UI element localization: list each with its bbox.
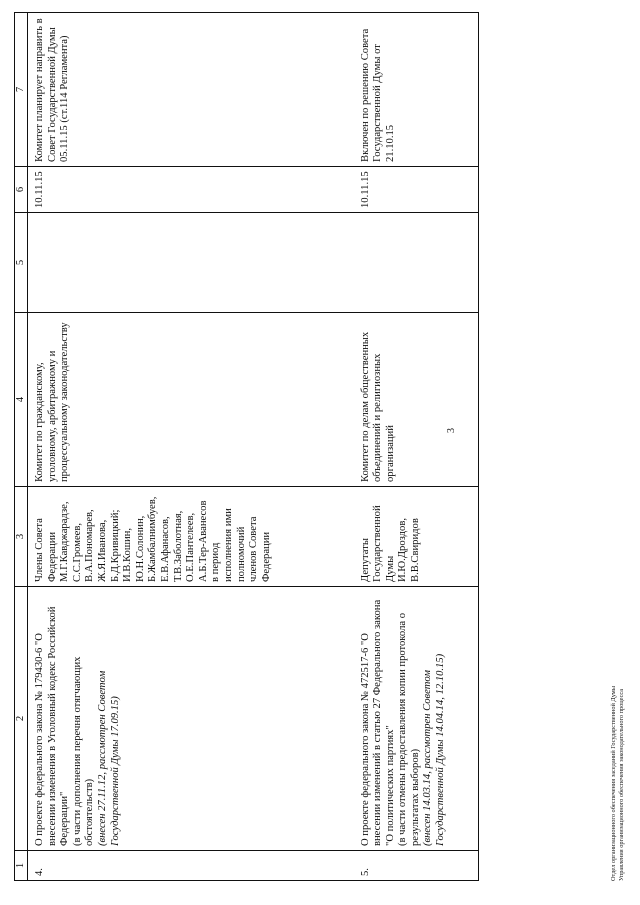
page-number: 3 (446, 428, 457, 433)
author-line: В.В.Свиридов (409, 518, 421, 582)
author-line: Думы (384, 555, 396, 582)
author-line: Члены Совета (34, 518, 45, 582)
author-line: Ж.Я.Иванова, (96, 519, 108, 582)
author-line: Б.Д.Кривицкий; (109, 509, 121, 582)
author-line: в период (210, 542, 222, 582)
author-line: Государственной (372, 505, 384, 582)
column-header: 5 (15, 213, 28, 313)
author-line: Федерации (46, 531, 58, 582)
author-line: А.Б.Тер-Аванесов (197, 500, 209, 582)
column-header: 4 (15, 313, 28, 487)
author-line: Е.В.Афанасов, (159, 516, 171, 582)
author-line: членов Совета (248, 516, 260, 582)
author-line: Т.В.Заболотная, (172, 510, 184, 582)
author-line: Б.Жамбалнимбуев, (147, 496, 159, 582)
author-line: О.Е.Пантелеев, (185, 512, 197, 582)
column-header: 2 (15, 587, 28, 851)
footer-line: Управления организационного обеспечения законодательного процесса (617, 688, 625, 881)
author-line: В.А.Пономарев, (84, 509, 96, 582)
footer (610, 686, 625, 881)
column-header: 6 (15, 167, 28, 213)
author-line: И.Ю.Дроздов, (397, 518, 409, 582)
author-line: Депутаты (359, 538, 371, 582)
author-line: полномочий (235, 526, 247, 582)
remark-cell: Комитет планирует направить в Совет Государственной Думы 05.11.15 (ст.114 Регламента) (28, 13, 354, 167)
bill-note: (внесен 14.03.14, рассмотрен Советом Государственной Думы 14.04.14, 12.10.15) (422, 653, 447, 846)
table-row (28, 13, 354, 881)
author-line: Ю.Н.Солонин, (134, 515, 146, 582)
row-number: 5. (354, 851, 479, 881)
column-5-cell (354, 213, 479, 313)
column-header: 1 (15, 851, 28, 881)
bill-authors (28, 487, 354, 587)
bill-scope: (в части отмены предоставления копии протокола о результатах выборов) (397, 612, 421, 846)
responsible-committee: Комитет по делам общественных объединений и религиозных организаций (354, 313, 479, 487)
date-cell: 10.11.15 (28, 167, 354, 213)
author-line: М.Г.Кавджарадзе, (59, 501, 71, 582)
date-cell: 10.11.15 (354, 167, 479, 213)
column-header: 3 (15, 487, 28, 587)
bill-scope: (в части дополнения перечня отягчающих обстоятельств) (71, 656, 96, 846)
row-number: 4. (28, 851, 354, 881)
bill-authors (354, 487, 479, 587)
header-row (15, 13, 28, 881)
bill-title: О проекте федерального закона № 472517-6 "О внесении изменений в статью 27 Федерального закона "О политических партиях" (359, 599, 396, 846)
bill-description (354, 587, 479, 851)
bill-description (28, 587, 354, 851)
responsible-committee: Комитет по гражданскому, уголовному, арбитражному и процессуальному законодательству (28, 313, 354, 487)
author-line: Федерации (260, 531, 272, 582)
column-5-cell (28, 213, 354, 313)
table-row (354, 13, 479, 881)
remark-cell: Включен по решению Совета Государственной Думы от 21.10.15 (354, 13, 479, 167)
author-line: И.В.Кошин, (122, 528, 134, 582)
bill-title: О проекте федерального закона № 179430-6 "О внесении изменения в Уголовный кодекс Российской Федерации" (34, 606, 71, 846)
column-header: 7 (15, 13, 28, 167)
agenda-table (14, 12, 479, 881)
author-line: исполнения ими (222, 508, 234, 582)
author-line: С.С.Громеев, (71, 522, 83, 582)
footer-line: Отдел организационного обеспечения заседаний Государственной Думы (610, 686, 617, 881)
bill-note: (внесен 27.11.12, рассмотрен Советом Государственной Думы 17.09.15) (96, 670, 121, 846)
